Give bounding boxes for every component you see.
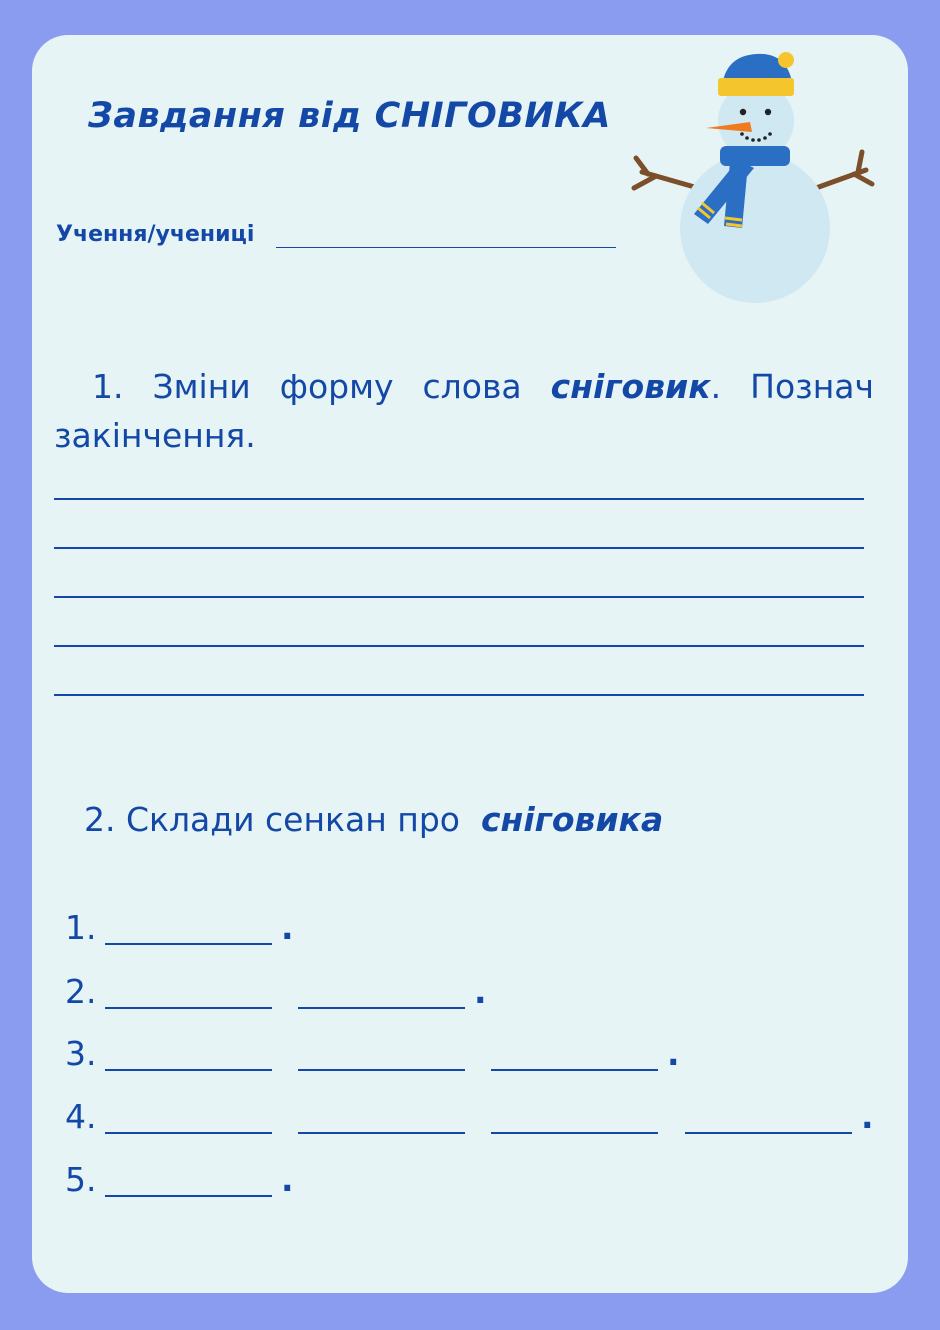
cinquain-row-number: 3. — [65, 1034, 97, 1073]
task-2-keyword: сніговика — [480, 800, 664, 839]
answer-line[interactable] — [54, 498, 864, 500]
task-2-prompt: 2. Склади сенкан про — [84, 800, 460, 839]
answer-line[interactable] — [54, 694, 864, 696]
cinquain-row-period: . — [281, 908, 294, 947]
cinquain-row-period: . — [474, 972, 487, 1011]
cinquain-blank[interactable] — [685, 1132, 852, 1134]
cinquain-blank[interactable] — [105, 943, 272, 945]
task-1-keyword: сніговик — [550, 367, 711, 406]
cinquain-blank[interactable] — [298, 1132, 465, 1134]
snowman-left-arm — [634, 158, 698, 188]
snowman-body — [680, 153, 830, 303]
cinquain-blank[interactable] — [491, 1132, 658, 1134]
cinquain-blank[interactable] — [105, 1069, 272, 1071]
answer-line[interactable] — [54, 645, 864, 647]
cinquain-row-number: 2. — [65, 972, 97, 1011]
cinquain-blank[interactable] — [105, 1195, 272, 1197]
cinquain-row-number: 5. — [65, 1160, 97, 1199]
task-1-line-2: закінчення. — [54, 416, 256, 455]
cinquain-row-number: 1. — [65, 908, 97, 947]
snowman-hat — [718, 52, 794, 96]
student-name-label: Учення/учениці — [56, 222, 255, 247]
task-1: 1. Зміни форму слова сніговик. Познач закінчення. — [54, 362, 874, 460]
cinquain-row-period: . — [281, 1160, 294, 1199]
cinquain-blank[interactable] — [105, 1007, 272, 1009]
page-title: Завдання від СНІГОВИКА — [88, 96, 611, 136]
student-name-field[interactable] — [276, 247, 616, 248]
cinquain-row-period: . — [667, 1034, 680, 1073]
cinquain-blank[interactable] — [298, 1007, 465, 1009]
cinquain-blank[interactable] — [298, 1069, 465, 1071]
task-1-number: 1. — [92, 367, 124, 406]
cinquain-row-number: 4. — [65, 1097, 97, 1136]
task-1-word: Познач — [750, 367, 874, 406]
task-2 — [84, 800, 663, 839]
cinquain-blank[interactable] — [105, 1132, 272, 1134]
task-1-word: слова — [422, 367, 522, 406]
answer-line[interactable] — [54, 596, 864, 598]
snowman-illustration — [626, 48, 882, 310]
task-1-word: форму — [279, 367, 394, 406]
answer-line[interactable] — [54, 547, 864, 549]
cinquain-blank[interactable] — [491, 1069, 658, 1071]
cinquain-row-period: . — [861, 1097, 874, 1136]
snowman-right-arm — [816, 152, 872, 188]
task-1-word: Зміни — [152, 367, 251, 406]
